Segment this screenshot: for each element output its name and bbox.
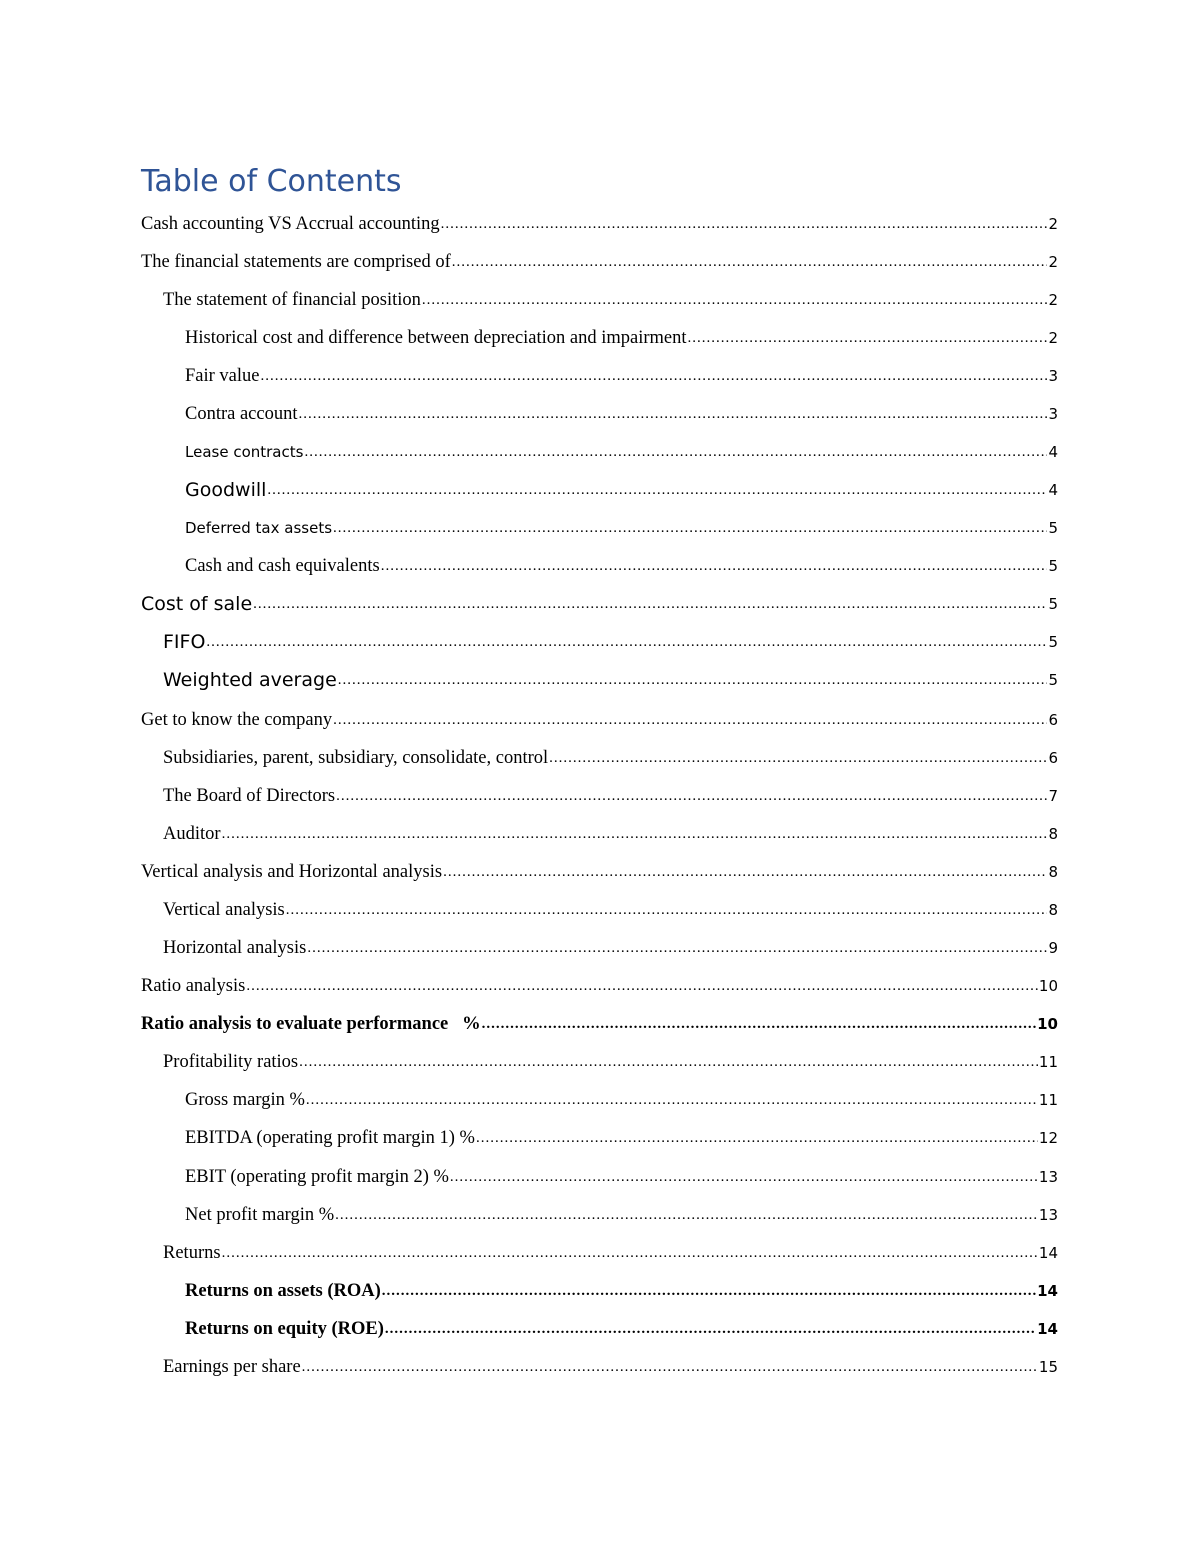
toc-dot-leader	[304, 440, 1047, 464]
toc-entry[interactable]	[141, 998, 1058, 1036]
toc-entry-label: Vertical analysis	[163, 900, 285, 920]
toc-entry-label: Vertical analysis and Horizontal analysis	[141, 862, 443, 882]
toc-entry-label: Weighted average	[163, 669, 337, 691]
toc-page-number: 8	[1048, 825, 1058, 843]
toc-entry[interactable]	[185, 426, 1058, 464]
toc-page-number: 5	[1048, 671, 1058, 689]
toc-dot-leader	[385, 1317, 1036, 1341]
toc-dot-leader	[261, 364, 1048, 388]
toc-dot-leader	[450, 1165, 1038, 1189]
toc-dot-leader	[307, 936, 1047, 960]
toc-dot-leader	[382, 1279, 1036, 1303]
toc-page-number: 5	[1048, 633, 1058, 651]
toc-page-number: 5	[1048, 519, 1058, 537]
toc-entry-label: Profitability ratios	[163, 1052, 299, 1072]
toc-entry[interactable]	[185, 502, 1058, 540]
toc-entry[interactable]	[141, 846, 1058, 884]
toc-entry[interactable]	[185, 388, 1058, 426]
toc-entry[interactable]	[141, 578, 1058, 616]
toc-entry-label: Cost of sale	[141, 593, 253, 615]
toc-entry-label: Fair value	[185, 366, 260, 386]
toc-entry-label: Ratio analysis to evaluate performance %	[141, 1014, 481, 1034]
toc-page-number: 6	[1048, 711, 1058, 729]
toc-entry-label: Ratio analysis	[141, 976, 246, 996]
toc-title: Table of Contents	[141, 164, 402, 199]
toc-entry[interactable]	[141, 960, 1058, 998]
toc-entry-label: EBIT (operating profit margin 2) %	[185, 1167, 449, 1187]
toc-entry[interactable]	[185, 350, 1058, 388]
toc-entry-label: Net profit margin %	[185, 1205, 335, 1225]
toc-dot-leader	[286, 898, 1048, 922]
toc-entry[interactable]	[163, 732, 1058, 770]
toc-entry[interactable]	[185, 1303, 1058, 1341]
toc-entry-label: Returns	[163, 1243, 221, 1263]
toc-dot-leader	[206, 630, 1047, 654]
toc-entry[interactable]	[163, 274, 1058, 312]
toc-entry[interactable]	[163, 616, 1058, 654]
toc-page-number: 9	[1048, 939, 1058, 957]
toc-entry-label: Cash accounting VS Accrual accounting	[141, 214, 440, 234]
toc-entry-label: EBITDA (operating profit margin 1) %	[185, 1128, 475, 1148]
toc-entry-label: Subsidiaries, parent, subsidiary, consolidate, control	[163, 748, 549, 768]
toc-dot-leader	[443, 860, 1047, 884]
toc-entry-label: Cash and cash equivalents	[185, 556, 380, 576]
toc-page-number: 14	[1037, 1320, 1058, 1338]
toc-entry[interactable]	[185, 1265, 1058, 1303]
toc-dot-leader	[299, 1050, 1038, 1074]
toc-entry-label: The Board of Directors	[163, 786, 336, 806]
toc-page-number: 13	[1038, 1168, 1058, 1186]
toc-page-number: 14	[1037, 1282, 1058, 1300]
toc-page-number: 8	[1048, 901, 1058, 919]
toc-dot-leader	[338, 668, 1048, 692]
toc-entry[interactable]	[185, 1112, 1058, 1150]
toc-entry[interactable]	[163, 770, 1058, 808]
toc-page-number: 6	[1048, 749, 1058, 767]
toc-entry-label: Lease contracts	[185, 443, 304, 461]
toc-page-number: 8	[1048, 863, 1058, 881]
toc-entry[interactable]	[185, 540, 1058, 578]
toc-dot-leader	[306, 1088, 1038, 1112]
toc-dot-leader	[476, 1126, 1038, 1150]
toc-dot-leader	[335, 1203, 1038, 1227]
toc-entry-label: Returns on equity (ROE)	[185, 1319, 384, 1339]
toc-page-number: 2	[1048, 215, 1058, 233]
toc-entry-label: The financial statements are comprised of	[141, 252, 451, 272]
toc-page-number: 10	[1038, 977, 1058, 995]
toc-page-number: 2	[1048, 253, 1058, 271]
toc-entry-label: Deferred tax assets	[185, 519, 333, 537]
toc-entry-label: FIFO	[163, 631, 206, 653]
toc-page-number: 2	[1048, 291, 1058, 309]
toc-page-number: 5	[1048, 595, 1058, 613]
toc-entry-label: Historical cost and difference between depreciation and impairment	[185, 328, 687, 348]
toc-dot-leader	[381, 554, 1048, 578]
toc-entry-label: Returns on assets (ROA)	[185, 1281, 381, 1301]
toc-entry[interactable]	[185, 1151, 1058, 1189]
toc-dot-leader	[302, 1355, 1038, 1379]
toc-entry[interactable]	[185, 312, 1058, 350]
toc-entry[interactable]	[163, 808, 1058, 846]
toc-entry[interactable]	[163, 1341, 1058, 1379]
toc-entry[interactable]	[141, 694, 1058, 732]
toc-dot-leader	[688, 326, 1048, 350]
toc-dot-leader	[336, 784, 1047, 808]
toc-entry[interactable]	[163, 922, 1058, 960]
toc-entry-label: Auditor	[163, 824, 221, 844]
toc-page-number: 10	[1037, 1015, 1058, 1033]
toc-dot-leader	[222, 822, 1048, 846]
toc-dot-leader	[222, 1241, 1038, 1265]
toc-entry-label: Horizontal analysis	[163, 938, 307, 958]
toc-entry-label: Gross margin %	[185, 1090, 305, 1110]
toc-entry-label: Get to know the company	[141, 710, 333, 730]
toc-page-number: 3	[1048, 405, 1058, 423]
toc-entry-label: The statement of financial position	[163, 290, 421, 310]
toc-page-number: 3	[1048, 367, 1058, 385]
toc-page-number: 13	[1038, 1206, 1058, 1224]
toc-page-number: 5	[1048, 557, 1058, 575]
toc-entry-label: Goodwill	[185, 479, 267, 501]
toc-page-number: 7	[1048, 787, 1058, 805]
toc-dot-leader	[253, 592, 1047, 616]
toc-dot-leader	[452, 250, 1048, 274]
toc-dot-leader	[333, 516, 1047, 540]
toc-page-number: 4	[1048, 481, 1058, 499]
toc-page-number: 14	[1038, 1244, 1058, 1262]
toc-page-number: 11	[1038, 1091, 1058, 1109]
toc-entry-label: Contra account	[185, 404, 298, 424]
toc-entry[interactable]	[185, 464, 1058, 502]
toc-dot-leader	[299, 402, 1048, 426]
toc-dot-leader	[267, 478, 1047, 502]
toc-entry[interactable]	[141, 236, 1058, 274]
toc-dot-leader	[246, 974, 1038, 998]
toc-dot-leader	[441, 212, 1048, 236]
toc-page-number: 4	[1048, 443, 1058, 461]
toc-page-number: 12	[1038, 1129, 1058, 1147]
toc-page-number: 15	[1038, 1358, 1058, 1376]
toc-dot-leader	[333, 708, 1047, 732]
toc-page-number: 11	[1038, 1053, 1058, 1071]
toc-dot-leader	[482, 1012, 1036, 1036]
toc-page-number: 2	[1048, 329, 1058, 347]
toc-entry[interactable]	[163, 884, 1058, 922]
toc-entry[interactable]	[185, 1074, 1058, 1112]
toc-entry[interactable]	[163, 1227, 1058, 1265]
toc-dot-leader	[422, 288, 1048, 312]
toc-entry[interactable]	[163, 1036, 1058, 1074]
toc-entry[interactable]	[163, 654, 1058, 692]
toc-entry-label: Earnings per share	[163, 1357, 301, 1377]
toc-dot-leader	[549, 746, 1047, 770]
toc-entry[interactable]	[141, 198, 1058, 236]
toc-entry[interactable]	[185, 1189, 1058, 1227]
